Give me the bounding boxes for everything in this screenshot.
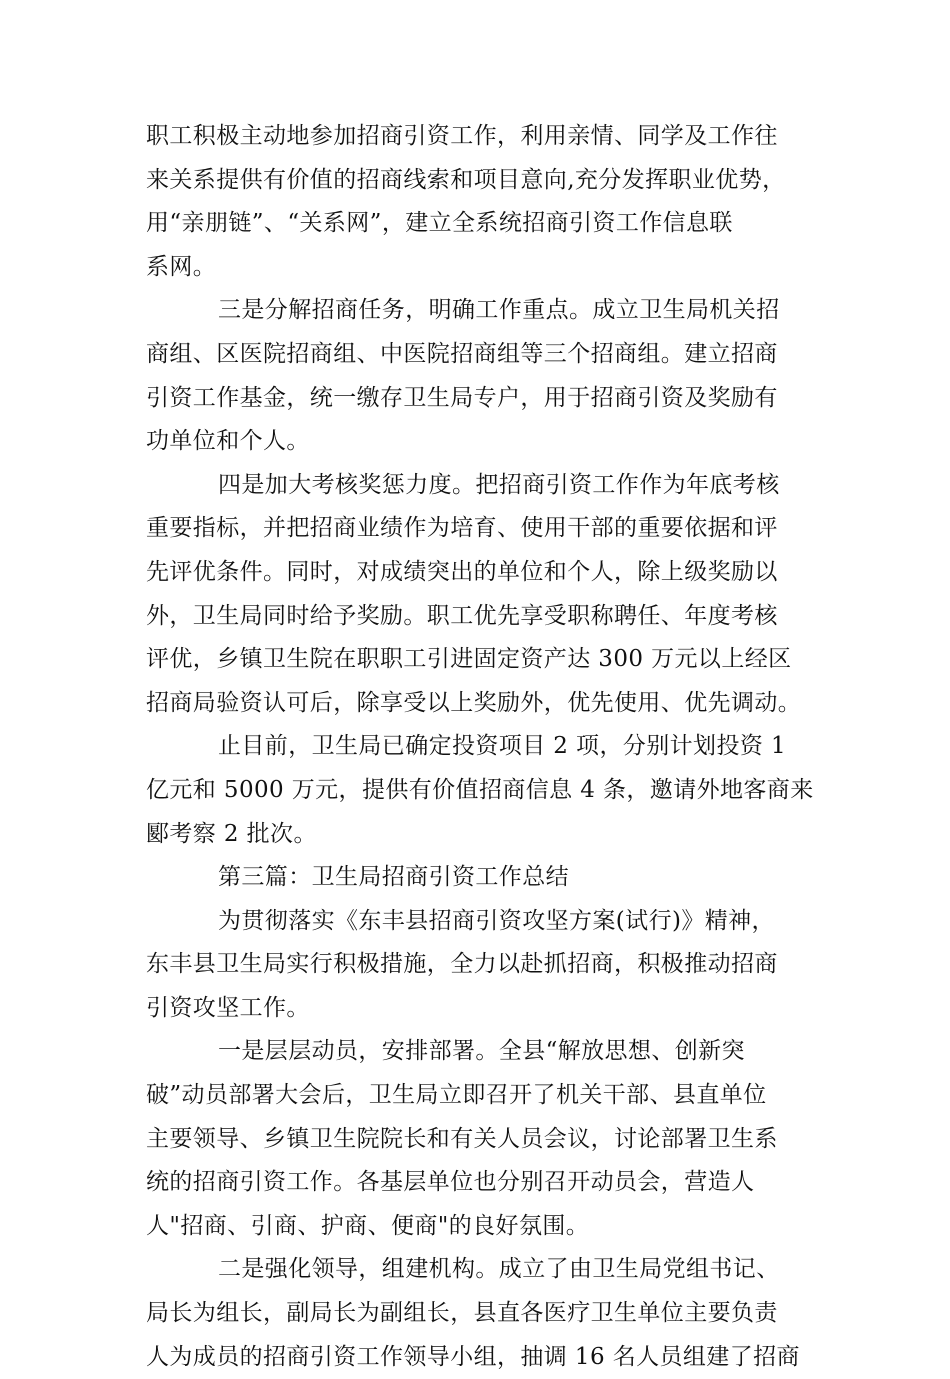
- text-line: 郾考察 2 批次。: [146, 820, 317, 847]
- text-line: 局长为组长，副局长为副组长，县直各医疗卫生单位主要负责: [146, 1300, 778, 1327]
- text-line: 东丰县卫生局实行积极措施，全力以赴抓招商，积极推动招商: [146, 951, 778, 978]
- text-line: 引资攻坚工作。: [146, 994, 310, 1021]
- text-line: 人为成员的招商引资工作领导小组，抽调 16 名人员组建了招商: [146, 1343, 800, 1370]
- section-heading: 第三篇：卫生局招商引资工作总结: [218, 864, 569, 891]
- text-line: 功单位和个人。: [146, 428, 310, 455]
- paragraph-first-line: 止目前，卫生局已确定投资项目 2 项，分别计划投资 1: [218, 733, 786, 760]
- paragraph-first-line: 四是加大考核奖惩力度。把招商引资工作作为年底考核: [218, 471, 780, 498]
- text-line: 重要指标，并把招商业绩作为培育、使用干部的重要依据和评: [146, 515, 778, 542]
- paragraph-first-line: 为贯彻落实《东丰县招商引资攻坚方案(试行)》精神，: [218, 907, 775, 934]
- text-line: 统的招商引资工作。各基层单位也分别召开动员会，营造人: [146, 1169, 755, 1196]
- text-line: 外，卫生局同时给予奖励。职工优先享受职称聘任、年度考核: [146, 602, 778, 629]
- text-line: 破”动员部署大会后，卫生局立即召开了机关干部、县直单位: [146, 1082, 767, 1109]
- paragraph-first-line: 一是层层动员，安排部署。全县“解放思想、创新突: [218, 1038, 745, 1065]
- text-line: 评优，乡镇卫生院在职职工引进固定资产达 300 万元以上经区: [146, 646, 792, 673]
- text-line: 亿元和 5000 万元，提供有价值招商信息 4 条，邀请外地客商来: [146, 776, 814, 803]
- paragraph-first-line: 三是分解招商任务，明确工作重点。成立卫生局机关招: [218, 297, 780, 324]
- paragraph-first-line: 二是强化领导，组建机构。成立了由卫生局党组书记、: [218, 1256, 780, 1283]
- text-line: 人"招商、引商、护商、便商"的良好氛围。: [146, 1212, 590, 1239]
- text-line: 先评优条件。同时，对成绩突出的单位和个人，除上级奖励以: [146, 558, 778, 585]
- document-body: [146, 115, 814, 1379]
- text-line: 用“亲朋链”、“关系网”，建立全系统招商引资工作信息联: [146, 210, 733, 237]
- text-line: 系网。: [146, 253, 217, 280]
- text-line: 引资工作基金，统一缴存卫生局专户，用于招商引资及奖励有: [146, 384, 778, 411]
- text-line: 招商局验资认可后，除享受以上奖励外，优先使用、优先调动。: [146, 689, 802, 716]
- text-line: 主要领导、乡镇卫生院院长和有关人员会议，讨论部署卫生系: [146, 1125, 778, 1152]
- text-line: 职工积极主动地参加招商引资工作，利用亲情、同学及工作往: [146, 123, 778, 149]
- text-line: 来关系提供有价值的招商线索和项目意向,充分发挥职业优势，: [146, 166, 786, 193]
- text-line: 商组、区医院招商组、中医院招商组等三个招商组。建立招商: [146, 340, 778, 367]
